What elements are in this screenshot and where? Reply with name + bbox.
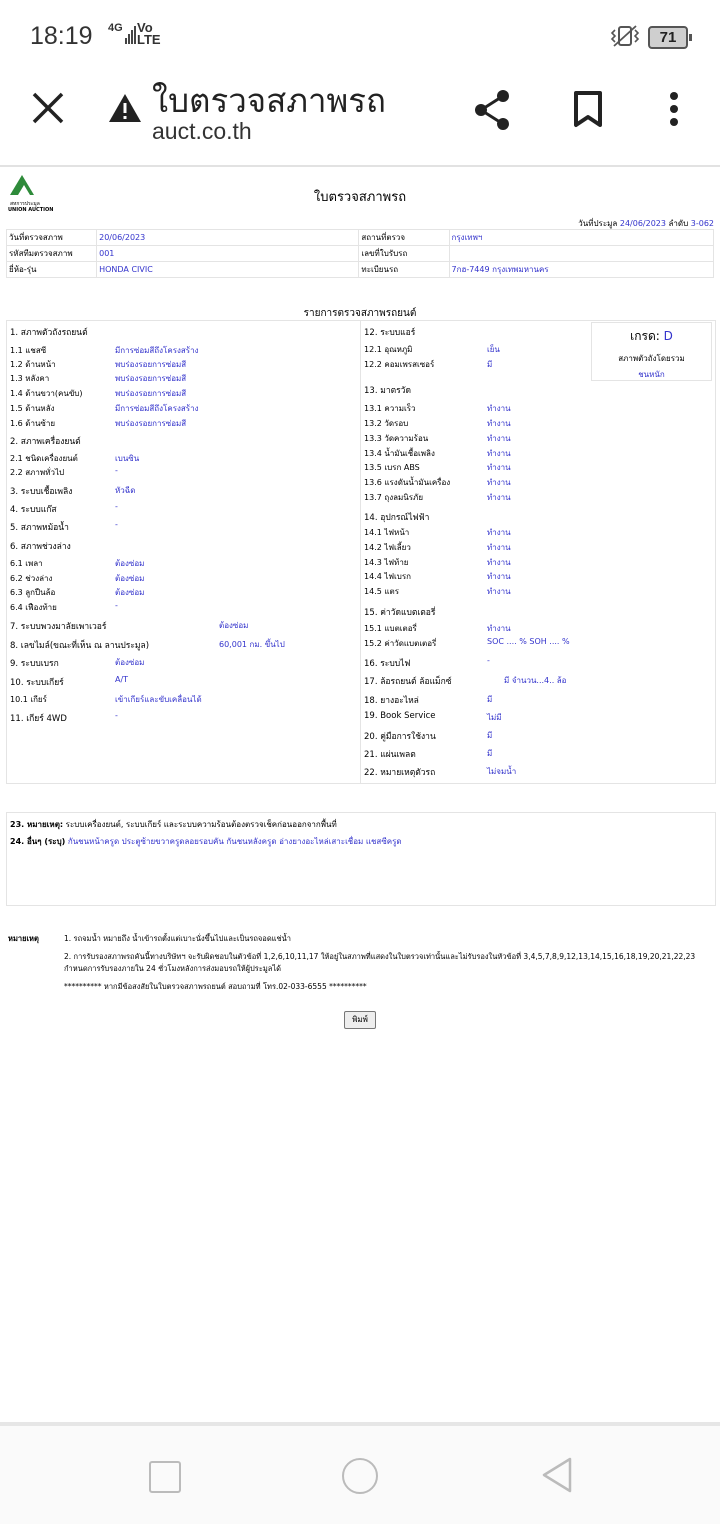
inspection-report [6,320,716,784]
item-label: 22. หมายเหตุตัวรถ [364,768,436,778]
item-value: เบนซิน [115,454,140,463]
item-value: ต้องซ่อม [115,574,145,583]
item-label: 1.6 ด้านซ้าย [10,419,56,428]
item-value: มี [487,731,493,740]
item-label: 8. เลขไมล์(ขณะที่เห็น ณ ลานประมูล) [10,641,150,651]
vibrate-icon [610,24,640,48]
item-label: 6.3 ลูกปืนล้อ [10,588,56,597]
item-label: 1.3 หลังคา [10,374,50,383]
item-label: 14.5 แตร [364,587,400,596]
column-divider [360,321,361,783]
item-label: 10.1 เกียร์ [10,695,47,704]
item-label: 14.4 ไฟเบรก [364,572,411,581]
item-label: 2. สภาพเครื่องยนต์ [10,437,81,447]
item-label: 13.5 เบรก ABS [364,463,420,472]
signal-icon [125,24,137,44]
document-title: ใบตรวจสภาพรถ [313,190,407,205]
item-label: 15.1 แบตเตอรี่ [364,624,417,633]
home-button[interactable] [342,1458,378,1494]
item-value: พบร่องรอยการซ่อมสี [115,360,187,369]
item-value: ทำงาน [487,449,511,458]
browser-toolbar [0,70,720,167]
page-title: ใบตรวจสภาพรถ [152,81,386,120]
item-label: 1.1 แชสซี [10,346,47,355]
item-value: ทำงาน [487,478,511,487]
item-label: 3. ระบบเชื้อเพลิง [10,487,73,497]
item-value: พบร่องรอยการซ่อมสี [115,419,187,428]
item-value: ทำงาน [487,493,511,502]
page-url[interactable]: auct.co.th [152,118,252,144]
grade-value: D [663,329,673,343]
item-label: 14.3 ไฟท้าย [364,558,409,567]
item-value: - [487,656,490,665]
item-label: 1. สภาพตัวถังรถยนต์ [10,328,88,338]
item-value: ไม่จมน้ำ [487,767,517,776]
item-label: 6.1 เพลา [10,559,43,568]
item-value: ทำงาน [487,543,511,552]
item-value: A/T [115,675,129,684]
item-label: 9. ระบบเบรก [10,659,59,669]
item-value: มี [487,749,493,758]
item-value: ทำงาน [487,419,511,428]
item-label: 18. ยางอะไหล่ [364,696,419,706]
item-label: 6. สภาพช่วงล่าง [10,542,71,552]
item-label: 1.2 ด้านหน้า [10,360,56,369]
item-label: 13.4 น้ำมันเชื้อเพลิง [364,449,435,458]
table-row: วันที่ตรวจสภาพ 20/06/2023 สถานที่ตรวจ กรุงเทพฯ [7,230,714,246]
item-value: ทำงาน [487,463,511,472]
item-value: มี [487,360,493,369]
item-value: มีการซ่อมสีถึงโครงสร้าง [115,346,199,355]
item-value: ทำงาน [487,434,511,443]
item-value: ต้องซ่อม [115,658,145,667]
item-label: 13.6 แรงดันน้ำมันเครื่อง [364,478,451,487]
navigation-bar [0,1422,720,1524]
item-label: 6.4 เฟืองท้าย [10,603,57,612]
item-label: 20. คู่มือการใช้งาน [364,732,436,742]
item-value: หัวฉีด [115,486,136,495]
item-value: SOC .... % SOH .... % [487,637,570,646]
item-label: 13.7 ถุงลมนิรภัย [364,493,424,502]
item-label: 14.2 ไฟเลี้ยว [364,543,411,552]
status-time: 18:19 [30,22,93,50]
item-value: ทำงาน [487,624,511,633]
item-value: มีการซ่อมสีถึงโครงสร้าง [115,404,199,413]
item-value: พบร่องรอยการซ่อมสี [115,374,187,383]
overall-condition: ชนหนัก [638,370,665,379]
item-label: 16. ระบบไฟ [364,659,411,669]
grade-box: เกรด: D สภาพตัวถังโดยรวม ชนหนัก [591,322,712,381]
item-label: 14.1 ไฟหน้า [364,528,410,537]
item-value: - [115,711,118,720]
item-label: 19. Book Service [364,711,436,721]
network-type: 4G [108,22,123,34]
item-value: 60,001 กม. ขึ้นไป [219,640,285,649]
section-title: รายการตรวจสภาพรถยนต์ [303,308,417,319]
item-label: 2.1 ชนิดเครื่องยนต์ [10,454,78,463]
item-value: เย็น [487,345,500,354]
item-label: 13. มาตรวัด [364,386,411,396]
item-label: 12. ระบบแอร์ [364,328,416,338]
back-button[interactable] [540,1456,574,1494]
item-value: ต้องซ่อม [115,559,145,568]
item-label: 13.3 วัดความร้อน [364,434,429,443]
item-label: 7. ระบบพวงมาลัยเพาเวอร์ [10,622,107,632]
table-row: รหัสทีมตรวจสภาพ 001 เลขที่ใบรับรถ [7,246,714,262]
volte-indicator: Vo LTE [137,20,161,47]
item-label: 17. ล้อรถยนต์ ล้อแม็กซ์ [364,677,452,687]
close-icon[interactable] [30,90,66,126]
print-button[interactable]: พิมพ์ [344,1011,376,1029]
item-label: 14. อุปกรณ์ไฟฟ้า [364,513,430,523]
item-label: 5. สภาพหม้อน้ำ [10,523,69,533]
item-value: ทำงาน [487,404,511,413]
item-label: 21. แผ่นเพลต [364,750,416,760]
item-value: มี จำนวน...4.. ล้อ [504,676,567,685]
item-label: 12.1 อุณหภูมิ [364,345,413,354]
item-value: ไม่มี [487,713,502,722]
table-row: ยี่ห้อ-รุ่น HONDA CIVIC ทะเบียนรถ 7กฮ-7449 กรุงเทพมหานคร [7,262,714,278]
vehicle-info-table [6,229,714,278]
item-label: 13.2 วัดรอบ [364,419,409,428]
item-value: ทำงาน [487,558,511,567]
item-label: 6.2 ช่วงล่าง [10,574,53,583]
item-label: 10. ระบบเกียร์ [10,678,64,688]
item-value: - [115,601,118,610]
warning-icon[interactable] [107,92,143,124]
battery-icon: 71 [648,26,688,49]
item-value: พบร่องรอยการซ่อมสี [115,389,187,398]
item-value: ต้องซ่อม [115,588,145,597]
auction-date: วันที่ประมูล 24/06/2023 ลำดับ 3-062 [578,219,714,228]
item-label: 1.5 ด้านหลัง [10,404,55,413]
item-label: 11. เกียร์ 4WD [10,714,67,724]
item-label: 1.4 ด้านขวา(คนขับ) [10,389,83,398]
notes-box: 23. หมายเหตุ: ระบบเครื่องยนต์, ระบบเกียร์ และระบบความร้อนต้องตรวจเช็คก่อนออกจากพื้นที่ 24. อื่นๆ (ระบุ) กันชนหน้าครูด ประตูซ้ายขวาครูดลอยรอบคัน กันชนหลังครูด อ่างยางอะไหล่เสาะเชื่อม แชสซีครูด [6,812,716,906]
more-options-icon[interactable] [664,90,684,130]
item-value: ทำงาน [487,528,511,537]
item-value: ทำงาน [487,572,511,581]
item-label: 2.2 สภาพทั่วไป [10,468,65,477]
share-icon[interactable] [472,88,512,132]
item-value: ทำงาน [487,587,511,596]
item-value: ต้องซ่อม [219,621,249,630]
item-label: 15. ค่าวัดแบตเตอรี่ [364,608,436,618]
status-bar [0,0,720,70]
item-value: เข้าเกียร์และขับเคลื่อนได้ [115,695,202,704]
union-auction-logo: สหการประมูล UNION AUCTION [8,173,53,213]
item-value: - [115,502,118,511]
item-label: 13.1 ความเร็ว [364,404,416,413]
item-value: - [115,466,118,475]
item-value: มี [487,695,493,704]
item-label: 15.2 ค่าวัดแบตเตอรี่ [364,639,437,648]
item-label: 12.2 คอมเพรสเซอร์ [364,360,435,369]
bookmark-icon[interactable] [573,90,603,128]
recent-apps-button[interactable] [149,1461,181,1493]
item-label: 4. ระบบแก๊ส [10,505,57,515]
item-value: - [115,520,118,529]
